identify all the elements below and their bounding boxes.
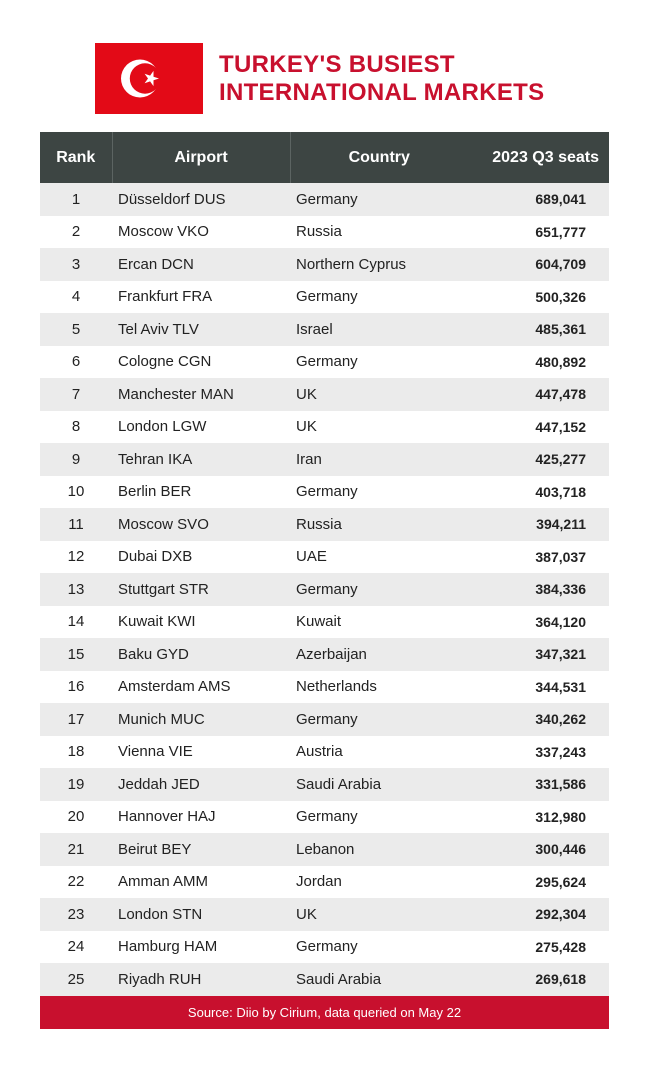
seats-cell: 447,478 xyxy=(468,378,609,411)
table-row xyxy=(40,606,609,639)
country-cell: Iran xyxy=(290,443,468,476)
table-row xyxy=(40,443,609,476)
airport-cell: Düsseldorf DUS xyxy=(112,183,290,216)
title-line-2: INTERNATIONAL MARKETS xyxy=(219,79,545,106)
rank-cell: 17 xyxy=(40,703,112,736)
rank-cell: 24 xyxy=(40,931,112,964)
airport-cell: London LGW xyxy=(112,411,290,444)
rank-cell: 5 xyxy=(40,313,112,346)
rank-cell: 21 xyxy=(40,833,112,866)
turkey-flag-icon xyxy=(95,43,203,114)
table-row xyxy=(40,898,609,931)
seats-cell: 340,262 xyxy=(468,703,609,736)
seats-cell: 384,336 xyxy=(468,573,609,606)
table-header-row xyxy=(40,132,609,183)
country-cell: Lebanon xyxy=(290,833,468,866)
seats-cell: 269,618 xyxy=(468,963,609,996)
header xyxy=(95,43,615,114)
table-row xyxy=(40,703,609,736)
rank-cell: 11 xyxy=(40,508,112,541)
column-header-airport: Airport xyxy=(112,132,290,183)
airport-cell: Munich MUC xyxy=(112,703,290,736)
table-row xyxy=(40,183,609,216)
airport-cell: Baku GYD xyxy=(112,638,290,671)
table-row xyxy=(40,671,609,704)
source-note: Source: Diio by Cirium, data queried on May 22 xyxy=(40,996,609,1029)
markets-table xyxy=(40,132,609,996)
airport-cell: Ercan DCN xyxy=(112,248,290,281)
rank-cell: 23 xyxy=(40,898,112,931)
seats-cell: 347,321 xyxy=(468,638,609,671)
country-cell: UAE xyxy=(290,541,468,574)
country-cell: Kuwait xyxy=(290,606,468,639)
table-row xyxy=(40,541,609,574)
rank-cell: 2 xyxy=(40,216,112,249)
airport-cell: Dubai DXB xyxy=(112,541,290,574)
country-cell: Russia xyxy=(290,216,468,249)
rank-cell: 9 xyxy=(40,443,112,476)
seats-cell: 275,428 xyxy=(468,931,609,964)
seats-cell: 331,586 xyxy=(468,768,609,801)
country-cell: Netherlands xyxy=(290,671,468,704)
airport-cell: Moscow VKO xyxy=(112,216,290,249)
column-header-country: Country xyxy=(290,132,468,183)
airport-cell: Tehran IKA xyxy=(112,443,290,476)
seats-cell: 651,777 xyxy=(468,216,609,249)
country-cell: Germany xyxy=(290,346,468,379)
airport-cell: London STN xyxy=(112,898,290,931)
country-cell: Israel xyxy=(290,313,468,346)
country-cell: Austria xyxy=(290,736,468,769)
country-cell: UK xyxy=(290,378,468,411)
country-cell: Saudi Arabia xyxy=(290,768,468,801)
seats-cell: 604,709 xyxy=(468,248,609,281)
rank-cell: 20 xyxy=(40,801,112,834)
seats-cell: 312,980 xyxy=(468,801,609,834)
table-body xyxy=(40,183,609,996)
airport-cell: Jeddah JED xyxy=(112,768,290,801)
table-row xyxy=(40,736,609,769)
rank-cell: 15 xyxy=(40,638,112,671)
table-row xyxy=(40,508,609,541)
airport-cell: Manchester MAN xyxy=(112,378,290,411)
title-line-1: TURKEY'S BUSIEST xyxy=(219,51,455,78)
rank-cell: 3 xyxy=(40,248,112,281)
rank-cell: 8 xyxy=(40,411,112,444)
markets-table-container xyxy=(40,132,609,1029)
table-row xyxy=(40,346,609,379)
seats-cell: 480,892 xyxy=(468,346,609,379)
country-cell: Germany xyxy=(290,801,468,834)
country-cell: Saudi Arabia xyxy=(290,963,468,996)
seats-cell: 364,120 xyxy=(468,606,609,639)
airport-cell: Moscow SVO xyxy=(112,508,290,541)
country-cell: Germany xyxy=(290,703,468,736)
rank-cell: 6 xyxy=(40,346,112,379)
table-row xyxy=(40,833,609,866)
table-row xyxy=(40,768,609,801)
seats-cell: 292,304 xyxy=(468,898,609,931)
rank-cell: 19 xyxy=(40,768,112,801)
rank-cell: 12 xyxy=(40,541,112,574)
column-header-rank: Rank xyxy=(40,132,112,183)
seats-cell: 500,326 xyxy=(468,281,609,314)
table-row xyxy=(40,476,609,509)
table-row xyxy=(40,216,609,249)
seats-cell: 689,041 xyxy=(468,183,609,216)
seats-cell: 387,037 xyxy=(468,541,609,574)
airport-cell: Hamburg HAM xyxy=(112,931,290,964)
airport-cell: Tel Aviv TLV xyxy=(112,313,290,346)
seats-cell: 447,152 xyxy=(468,411,609,444)
table-row xyxy=(40,313,609,346)
country-cell: Germany xyxy=(290,573,468,606)
table-row xyxy=(40,931,609,964)
table-row xyxy=(40,411,609,444)
country-cell: UK xyxy=(290,411,468,444)
airport-cell: Cologne CGN xyxy=(112,346,290,379)
country-cell: Germany xyxy=(290,931,468,964)
airport-cell: Stuttgart STR xyxy=(112,573,290,606)
country-cell: Germany xyxy=(290,183,468,216)
rank-cell: 4 xyxy=(40,281,112,314)
airport-cell: Beirut BEY xyxy=(112,833,290,866)
country-cell: Jordan xyxy=(290,866,468,899)
country-cell: Russia xyxy=(290,508,468,541)
seats-cell: 337,243 xyxy=(468,736,609,769)
seats-cell: 485,361 xyxy=(468,313,609,346)
airport-cell: Kuwait KWI xyxy=(112,606,290,639)
rank-cell: 18 xyxy=(40,736,112,769)
table-row xyxy=(40,801,609,834)
rank-cell: 1 xyxy=(40,183,112,216)
seats-cell: 425,277 xyxy=(468,443,609,476)
rank-cell: 10 xyxy=(40,476,112,509)
airport-cell: Hannover HAJ xyxy=(112,801,290,834)
table-row xyxy=(40,963,609,996)
table-row xyxy=(40,378,609,411)
airport-cell: Amsterdam AMS xyxy=(112,671,290,704)
rank-cell: 13 xyxy=(40,573,112,606)
airport-cell: Berlin BER xyxy=(112,476,290,509)
column-header-seats: 2023 Q3 seats xyxy=(468,132,609,183)
seats-cell: 344,531 xyxy=(468,671,609,704)
country-cell: Germany xyxy=(290,476,468,509)
rank-cell: 22 xyxy=(40,866,112,899)
table-row xyxy=(40,281,609,314)
country-cell: UK xyxy=(290,898,468,931)
rank-cell: 25 xyxy=(40,963,112,996)
country-cell: Azerbaijan xyxy=(290,638,468,671)
airport-cell: Amman AMM xyxy=(112,866,290,899)
table-row xyxy=(40,248,609,281)
table-row xyxy=(40,573,609,606)
page-title xyxy=(219,51,544,107)
airport-cell: Riyadh RUH xyxy=(112,963,290,996)
rank-cell: 7 xyxy=(40,378,112,411)
seats-cell: 300,446 xyxy=(468,833,609,866)
seats-cell: 295,624 xyxy=(468,866,609,899)
airport-cell: Vienna VIE xyxy=(112,736,290,769)
country-cell: Germany xyxy=(290,281,468,314)
table-row xyxy=(40,638,609,671)
airport-cell: Frankfurt FRA xyxy=(112,281,290,314)
rank-cell: 16 xyxy=(40,671,112,704)
seats-cell: 403,718 xyxy=(468,476,609,509)
rank-cell: 14 xyxy=(40,606,112,639)
seats-cell: 394,211 xyxy=(468,508,609,541)
table-row xyxy=(40,866,609,899)
country-cell: Northern Cyprus xyxy=(290,248,468,281)
